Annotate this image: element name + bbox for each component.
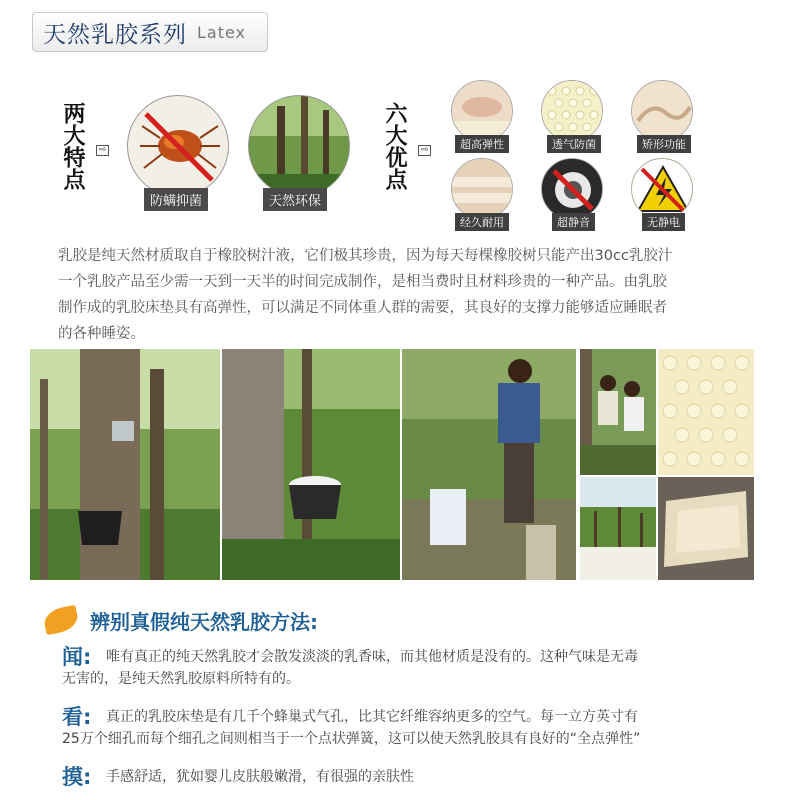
rubber-tree-tapping-photo: [30, 349, 220, 580]
latex-mold-photo: [658, 477, 754, 580]
method-smell-line: 唯有真正的纯天然乳胶才会散发淡淡的乳香味，而其他材质是没有的。这种气味是无毒: [106, 649, 638, 665]
latex-intro-paragraph: [58, 243, 738, 347]
series-header-tab: [32, 12, 268, 52]
feature-label-breathable: 透气防菌: [547, 135, 601, 153]
feature-label-durable: 经久耐用: [455, 213, 509, 231]
feature-label-anti-mite: 防螨抑菌: [144, 188, 208, 211]
two-features-title: [60, 102, 88, 190]
identify-section-title: 辨别真假纯天然乳胶方法:: [90, 610, 318, 634]
no-mite-icon: [127, 95, 229, 197]
method-look-line: 真正的乳胶床垫是有几千个蜂巢式气孔，比其它纤维容纳更多的空气。每一立方英寸有: [106, 709, 638, 725]
series-title: 天然乳胶系列: [43, 21, 187, 48]
durable-layers-icon: [451, 158, 513, 220]
feature-label-eco: 天然环保: [263, 188, 327, 211]
plantation-photo: [580, 477, 656, 580]
ortho-shape-icon: [631, 80, 693, 142]
tapping-workers-photo: [580, 349, 656, 475]
rubber-tree-icon: [248, 95, 350, 197]
method-touch-key: 摸:: [62, 765, 92, 789]
six-features-title: [382, 102, 410, 190]
no-static-icon: [631, 158, 693, 220]
no-noise-icon: [541, 158, 603, 220]
latex-foam-closeup-photo: [658, 349, 754, 475]
method-smell-line: 无害的，是纯天然乳胶原料所特有的。: [62, 671, 300, 687]
feature-label-orthopedic: 矫形功能: [637, 135, 691, 153]
intro-line: 乳胶是纯天然材质取自于橡胶树汁液，它们极其珍贵，因为每天每棵橡胶树只能产出30cc乳胶汁: [58, 248, 673, 264]
feature-label-elastic: 超高弹性: [455, 135, 509, 153]
feature-label-silent: 超静音: [552, 213, 595, 231]
feature-label-no-static: 无静电: [642, 213, 685, 231]
series-subtitle: Latex: [197, 22, 247, 42]
arrow-icon: ⇨: [418, 145, 431, 156]
method-touch-line: 手感舒适，犹如婴儿皮肤般嫩滑，有很强的亲肤性: [106, 769, 414, 785]
intro-line: 的各种睡姿。: [58, 326, 145, 342]
hand-press-icon: [451, 80, 513, 142]
intro-line: 一个乳胶产品至少需一天到一天半的时间完成制作，是相当费时且材料珍贵的一种产品。由乳胶: [58, 274, 667, 290]
latex-collection-cup-photo: [222, 349, 400, 580]
method-smell-key: 闻:: [62, 645, 92, 669]
method-look-key: 看:: [62, 705, 92, 729]
air-holes-icon: [541, 80, 603, 142]
method-look-line: 25万个细孔而每个细孔之间则相当于一个点状弹簧，这可以使天然乳胶具有良好的“全点弹性”: [62, 731, 641, 747]
leaf-icon: [42, 605, 80, 636]
six-features-title-text: 六大优点: [382, 102, 407, 190]
latex-worker-photo: [402, 349, 576, 580]
arrow-icon: ⇨: [96, 145, 109, 156]
two-features-title-text: 两大特点: [60, 102, 85, 190]
intro-line: 制作成的乳胶床垫具有高弹性，可以满足不同体重人群的需要，其良好的支撑力能够适应睡眠者: [58, 300, 667, 316]
